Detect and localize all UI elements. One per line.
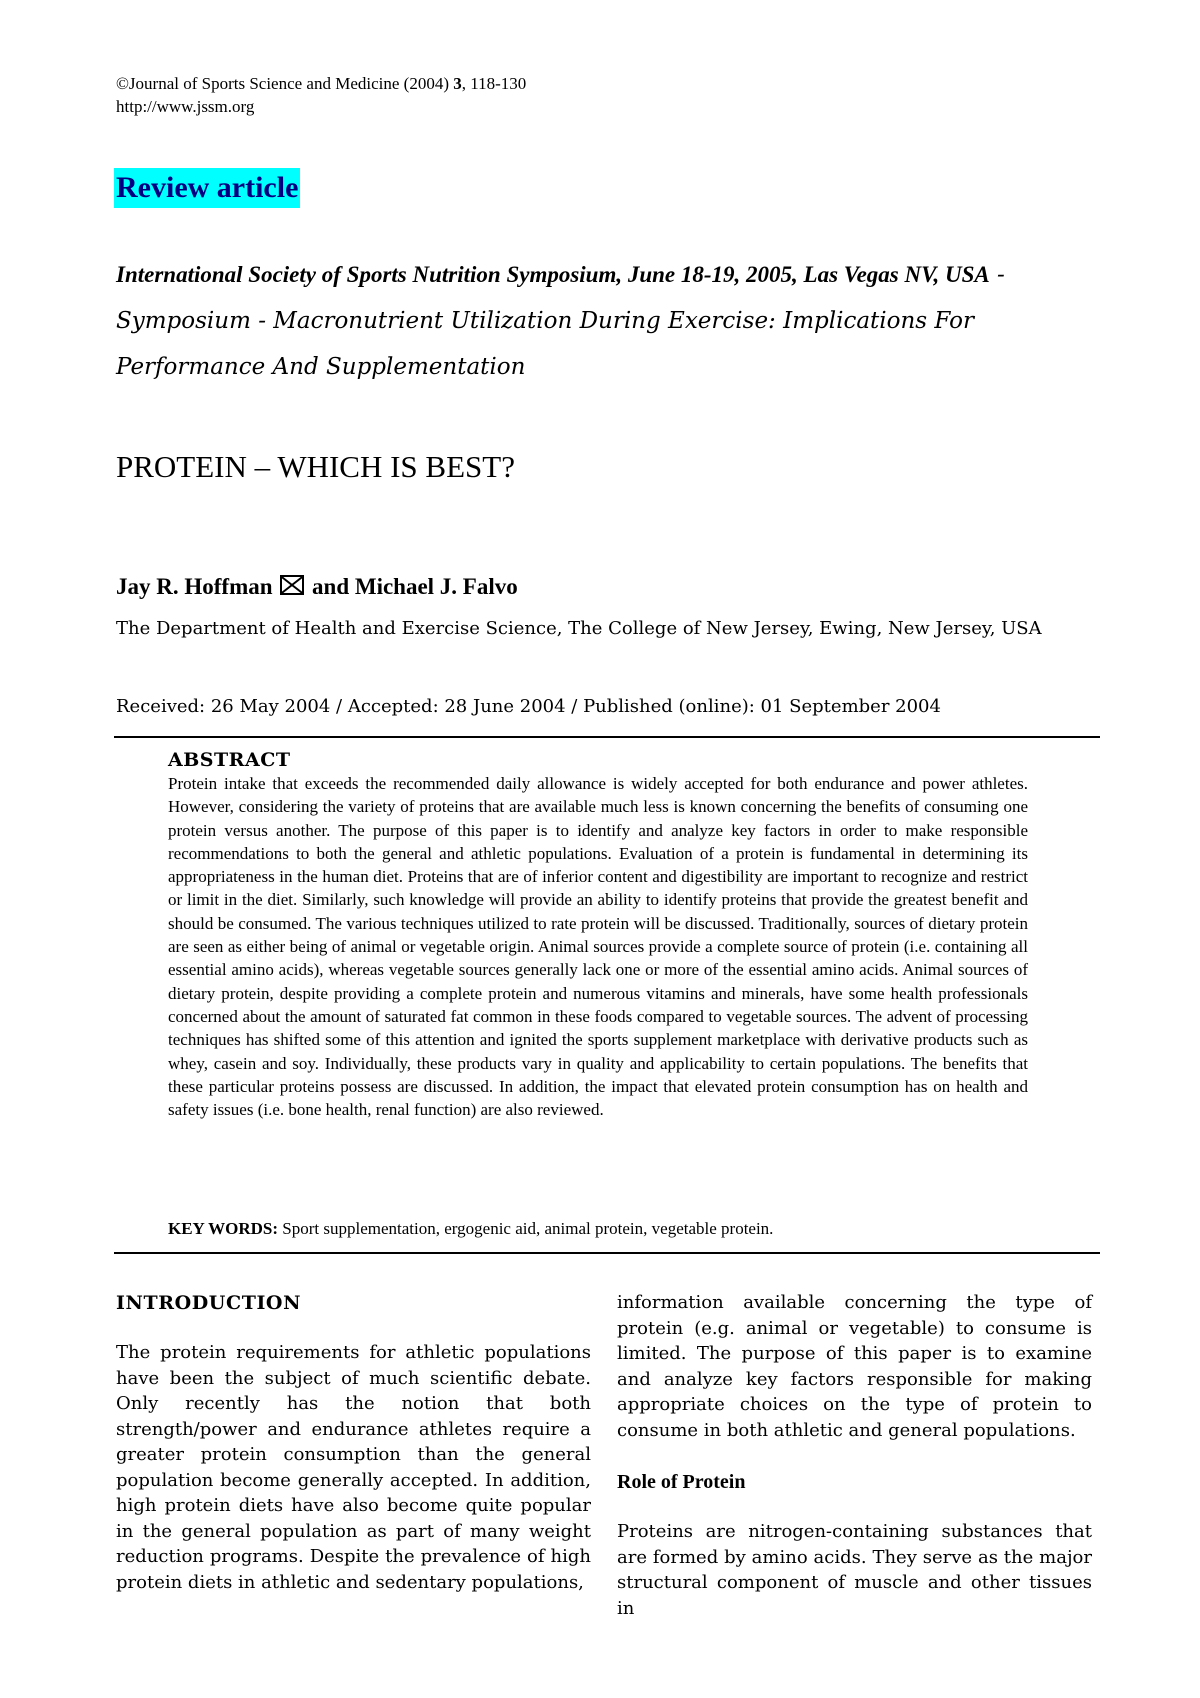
journal-header [116,72,526,118]
authors-line [116,572,518,602]
keywords [168,1217,1028,1240]
divider-top [114,736,1100,738]
symposium-topic: - Symposium - Macronutrient Utilization During Exercise: Implications For Performance And Supplementation [116,262,1005,380]
body-column-right [617,1290,1092,1621]
introduction-continuation: information available concerning the type of protein (e.g. animal or vegetable) to consume is limited. The purpose of this paper is to examine and analyze key factors responsible for making appropriate choices on the type of protein to consume in both athletic and general populations. [617,1292,1092,1441]
introduction-heading: INTRODUCTION [116,1292,302,1314]
author-secondary: and Michael J. Falvo [306,574,518,599]
abstract-heading: ABSTRACT [168,749,291,771]
abstract-text: Protein intake that exceeds the recommended daily allowance is widely accepted for both endurance and power athletes. However, considering the variety of proteins that are available much less is known concerning the benefits of consuming one protein versus another. The purpose of this paper is to identify and analyze key factors in order to make responsible recommendations to both the general and athletic populations. Evaluation of a protein is fundamental in determining its appropriateness in the human diet. Proteins that are of inferior content and digestibility are important to recognize and restrict or limit in the diet. Similarly, such knowledge will provide an ability to identify proteins that provide the greatest benefit and should be consumed. The various techniques utilized to rate protein will be discussed. Traditionally, sources of dietary protein are seen as either being of animal or vegetable origin. Animal sources provide a complete source of protein (i.e. containing all essential amino acids), whereas vegetable sources generally lack one or more of the essential amino acids. Animal sources of dietary protein, despite providing a complete protein and numerous vitamins and minerals, have some health professionals concerned about the amount of saturated fat common in these foods compared to vegetable sources. The advent of processing techniques has shifted some of this attention and ignited the sports supplement marketplace with derivative products such as whey, casein and soy. Individually, these products vary in quality and applicability to certain populations. The benefits that these particular proteins possess are discussed. In addition, the impact that elevated protein consumption has on health and safety issues (i.e. bone health, renal function) are also reviewed. [168,774,1028,1120]
symposium-name: International Society of Sports Nutrition Symposium, June 18-19, 2005, Las Vegas NV, USA [116,262,990,287]
symposium-line [116,252,1096,390]
divider-bottom [114,1252,1100,1254]
keywords-text: Sport supplementation, ergogenic aid, animal protein, vegetable protein. [278,1219,774,1238]
role-text: Proteins are nitrogen-containing substances that are formed by amino acids. They serve as the major structural component of muscle and other tissues in [617,1521,1092,1619]
affiliation: The Department of Health and Exercise Science, The College of New Jersey, Ewing, New Jersey, USA [116,618,1042,639]
keywords-label: KEY WORDS: [168,1219,279,1238]
author-primary: Jay R. Hoffman [116,574,273,599]
abstract-section [168,748,1028,1121]
paper-title: PROTEIN – WHICH IS BEST? [116,449,515,484]
journal-url[interactable]: http://www.jssm.org [116,97,255,116]
body-column-left [116,1290,591,1595]
journal-citation: ©Journal of Sports Science and Medicine (2004) 3, 118-130 [116,74,527,93]
introduction-text: The protein requirements for athletic populations have been the subject of much scientific debate. Only recently has the notion that both strength/power and endurance athletes require a greater protein consumption than the general population become generally accepted. In addition, high protein diets have also become quite popular in the general population as part of many weight reduction programs. Despite the prevalence of high protein diets in athletic and sedentary populations, [116,1342,591,1593]
publication-dates: Received: 26 May 2004 / Accepted: 28 June 2004 / Published (online): 01 September 2004 [116,696,941,717]
envelope-icon[interactable] [280,575,304,595]
article-type-label: Review article [114,168,300,208]
role-heading: Role of Protein [617,1471,746,1493]
